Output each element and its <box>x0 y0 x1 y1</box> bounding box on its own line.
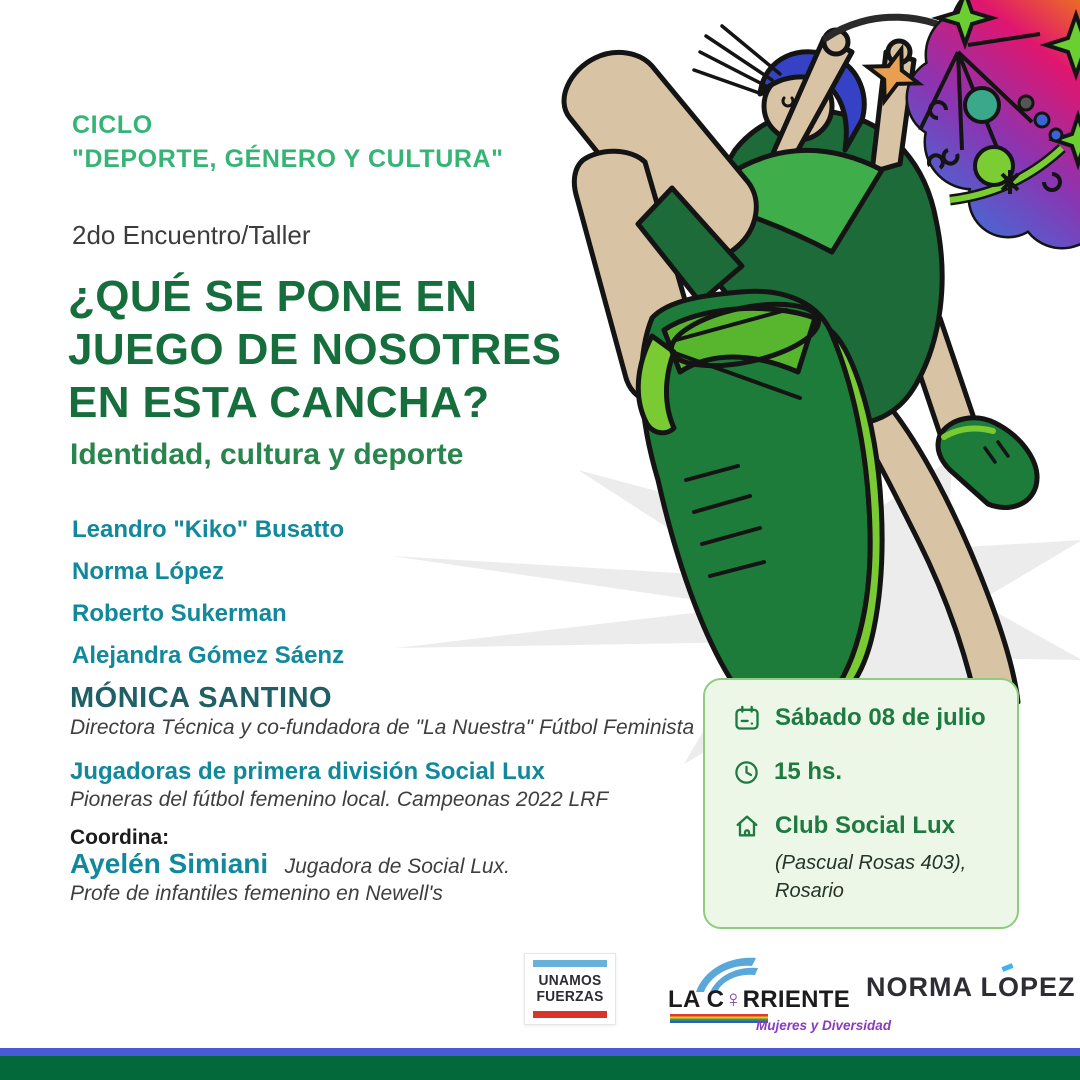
big-sneaker <box>638 291 882 721</box>
coordinator-role2: Profe de infantiles femenino en Newell's <box>70 882 443 905</box>
norma-lopez-logo <box>866 972 1076 1003</box>
featured-speaker-role: Directora Técnica y co-fundadora de "La Nuestra" Fútbol Feminista <box>70 716 695 739</box>
corriente-name <box>668 986 850 1014</box>
unamos-fuerzas-logo <box>524 953 616 1025</box>
cycle-line1: CICLO <box>72 111 153 139</box>
norma-o: O <box>998 972 1020 1003</box>
coordination-label: Coordina: <box>70 826 170 849</box>
norma-part2: PEZ <box>1020 972 1076 1002</box>
footer-green-bar <box>0 1056 1080 1080</box>
calendar-icon <box>733 704 761 732</box>
event-time-row <box>733 758 842 786</box>
unamos-line1: UNAMOS <box>538 972 602 989</box>
rainbow-bar <box>670 1014 768 1023</box>
unamos-red-bar <box>533 1011 607 1018</box>
speaker-name: Norma López <box>72 558 225 585</box>
page-title <box>68 270 561 429</box>
cycle-header <box>72 108 504 176</box>
home-icon <box>733 812 761 840</box>
title-line3: EN ESTA CANCHA? <box>68 378 490 427</box>
speakers-list <box>72 516 344 684</box>
corriente-part2: RRIENTE <box>742 986 851 1013</box>
speaker-name: Roberto Sukerman <box>72 600 287 627</box>
event-venue: Club Social Lux <box>775 812 956 839</box>
session-label: 2do Encuentro/Taller <box>72 220 311 250</box>
event-venue-row <box>733 812 955 840</box>
la-corriente-logo <box>664 952 892 1040</box>
cycle-line2: "DEPORTE, GÉNERO Y CULTURA" <box>72 145 504 173</box>
corriente-part1: LA C <box>668 986 725 1013</box>
team-description: Pioneras del fútbol femenino local. Campeonas 2022 LRF <box>70 788 609 811</box>
event-time: 15 hs. <box>774 758 843 785</box>
event-date: Sábado 08 de julio <box>775 704 986 731</box>
speaker-name: Leandro "Kiko" Busatto <box>72 516 345 543</box>
team-name: Jugadoras de primera división Social Lux <box>70 758 545 785</box>
footer-blue-stripe <box>0 1048 1080 1056</box>
coordinator-line <box>70 848 510 880</box>
unamos-blue-bar <box>533 960 607 967</box>
female-symbol-icon: ♀ <box>724 986 743 1013</box>
coordinator-name: Ayelén Simiani <box>70 848 269 879</box>
clock-icon <box>733 759 760 786</box>
event-address-line2: Rosario <box>775 880 844 902</box>
coordinator-role: Jugadora de Social Lux. <box>284 855 510 878</box>
event-address-line1: (Pascual Rosas 403), <box>775 852 967 874</box>
corriente-tagline: Mujeres y Diversidad <box>756 1018 892 1033</box>
featured-speaker-name: MÓNICA SANTINO <box>70 682 333 714</box>
event-info-card <box>703 678 1019 929</box>
speaker-name: Alejandra Gómez Sáenz <box>72 642 345 669</box>
event-date-row <box>733 704 986 732</box>
subtitle: Identidad, cultura y deporte <box>70 438 464 471</box>
unamos-text <box>529 973 612 1005</box>
title-line2: JUEGO DE NOSOTRES <box>68 325 562 374</box>
unamos-line2: FUERZAS <box>536 988 604 1005</box>
norma-part1: NORMA L <box>866 972 998 1002</box>
title-line1: ¿QUÉ SE PONE EN <box>68 272 478 321</box>
